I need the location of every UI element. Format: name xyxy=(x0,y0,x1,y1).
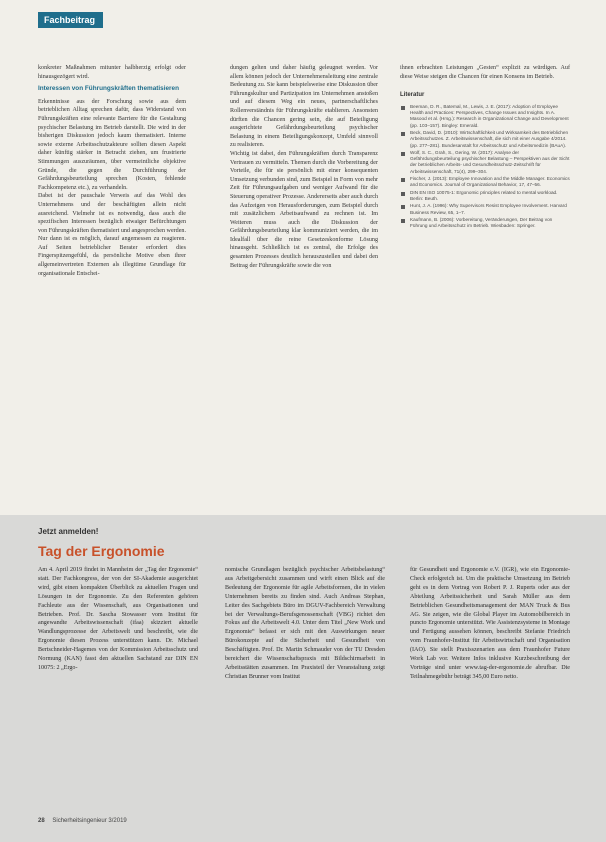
literature-item: Beck, David, D. (2010): Wirtschaftlichkeit und Wirksamkeit des Betrieblichen Arbeitsschutzes. Z. Arbeitswissenschaft, die sich mit einer Ausgabe 4/2014. (pp. 277–281). Bundesanstalt für Arbeitsschutz und Arbeitsmedizin (BAuA). xyxy=(400,130,570,149)
literature-item: Kaufmann, B. (2006): Vorbereitung, Veränderungen, Der Beitrag von Führung und Arbeitsschutz im Betrieb. Wiesbaden: Springer. xyxy=(400,217,570,230)
publication-name: Sicherheitsingenieur 3/2019 xyxy=(52,818,127,824)
paragraph: für Gesundheit und Ergonomie e.V. (IGR), wie ein Ergonomie-Check erfolgreich ist. Um die praktische Umsetzung im Betrieb geht es in dem Vortrag von Robert P. J. Ruperts oder aus der Abteilung Arbeitssicherheit und Sarah Müller aus dem Betrieblichen Gesundheitsmanagement der MAN Truck & Bus AG. Sie zeigen, wie die Global Player im Automobilbereich in puncto Ergonomie unterstützt. Wie Assistenzsysteme in Montage und Fertigung aussehen können, beschreibt Stefanie Friedrich vom Fraunhofer-Institut für Arbeitswirtschaft und Organisation (IAO). Sie stellt Praxisszenarien aus dem Fraunhofer Future Work Lab vor. Weitere Infos inklusive Kurzbeschreibung der Vorträge sind unter www.tag-der-ergonomie.de abrufbar. Die Teilnahmegebühr beträgt 345,00 Euro netto. xyxy=(410,567,570,680)
paragraph: dungen gelten und daher häufig geleugnet werden. Vor allem können jedoch der Unternehmensleitung eine zentrale Bedeutung zu. Sie kann beispielsweise eine Diskussion über Führungskultur und Partizipation im Unternehmen anstoßen und auf diesem Weg ein neues, partnerschaftliches Rollenverständnis für Führungskräfte etablieren. Ansonsten dürften die Chancen gering sein, die auf Beteiligung ausgerichtete Gefährdungsbeurteilung psychischer Belastung in einem Beteiligungskonzept, Umfeld sinnvoll zu realisieren. xyxy=(230,65,378,149)
paragraph: ihnen erbrachten Leistungen „Gesten“ explizit zu würdigen. Auf diese Weise steigen die Chancen für einen Konsens im Betrieb. xyxy=(400,65,570,80)
paragraph: konkreter Maßnahmen mitunter halbherzig erfolgt oder hinausgezögert wird. xyxy=(38,65,186,80)
paragraph: Wichtig ist dabei, den Führungskräften durch Transparenz Vertrauen zu vermitteln. Themen durch die Vorbereitung der Vorteile, die für sie persönlich mit einer konsequenten Umsetzung verbunden sind, zum Beispiel in Form von mehr Zeit für Führungsaufgaben und weniger Aufwand für die Steuerung operativer Prozesse. Andererseits aber auch durch das Aufzeigen von Herausforderungen, zum Beispiel durch mit zusätzlichem Arbeitsaufwand zu rechnen ist. Im Weiteren muss auch die Diskussion der Gefährdungsbeurteilung klar kommuniziert werden, die im Idealfall über die reine Gesetzeskonforme Lösung hinausgeht. Schließlich ist es zentral, die Erfolge des gesamten Prozesses deutlich herauszustellen und dabei den Beitrag der Führungskräfte sowie die von xyxy=(230,150,378,269)
event-column-1 xyxy=(38,566,198,673)
section-tag: Fachbeitrag xyxy=(38,12,103,28)
event-title: Tag der Ergonomie xyxy=(38,543,165,559)
paragraph: nomische Grundlagen bezüglich psychischer Arbeitsbelastung“ aus Arbeitgebersicht zusammen und wirft einen Blick auf die Bedeutung der Ergonomie für agile Arbeitsformen, die in vielen Unternehmen bereits zu finden sind. Auch Andreas Stephan, Leiter des Sachgebiets Büro im DGUV-Fachbereich Verwaltung bei der Verwaltungs-Berufsgenossenschaft (VBG) richtet den Fokus auf die Arbeitswelt 4.0. Unter dem Titel „New Work und Ergonomie“ befasst er sich mit den Auswirkungen neuer Bürokonzepte auf die Sicherheit und Gesundheit von Beschäftigten. Prof. Dr. Martin Schmauder von der TU Dresden bereichert die Wissenschaftspraxis mit Bildschirmarbeit in Arbeitsstätten zusammen. Im Praxisteil der Veranstaltung zeigt Christian Brunner vom Institut xyxy=(225,567,385,680)
page-number: 28 xyxy=(38,818,45,824)
literature-heading: Literatur xyxy=(400,92,425,99)
page-footer xyxy=(38,818,127,824)
paragraph: Erkenntnisse aus der Forschung sowie aus dem betrieblichen Alltag sprechen dafür, dass Widerstand von Führungskräften eine relevante Barriere für die Gestaltung psychischer Belastung im Betrieb darstellt. Die wird in der bisherigen Diskussion jedoch kaum thematisiert. Interne sowie externe Arbeitsschutzakteure sollten diesen Aspekt daher künftig stärker in Betracht ziehen, um frustrierte Stimmungen auszuräumen, über vermeintliche objektive Gründe, die gegen die Durchführung der Gefährdungsbeurteilung sprechen (Kosten, fehlende Fachkompetenz etc.), zu verhandeln. xyxy=(38,98,186,191)
literature-item: Wolf, S. C., Grah, S., Gering, W. (2017): Analyse der Gefährdungsbeurteilung psychischer Belastung – Perspektiven aus der Sicht der betrieblichen Arbeits- und Gesundheitsschutz-Zeitschrift für Arbeitswissenschaft, 71(4), 299–304. xyxy=(400,150,570,175)
literature-item: Hunt, J. A. (1996): Why Supervisors Resist Employee Involvement. Harvard Business Review, 65, 1–7. xyxy=(400,203,570,216)
paragraph: Dabei ist der pauschale Verweis auf das Wohl des Unternehmens und der beschäftigten allein nicht ausreichend. Vielmehr ist es notwendig, dass auch die spezifischen Interessen bezüglich etwaiger Befürchtungen von Führungskräften thematisiert und angesprochen werden. Nur dann ist es möglich, darauf angemessen zu reagieren. Auf Seiten betrieblicher Berater erfordert dies Fingerspitzengefühl, da persönliche Motive eben ihrer allgemeinvertreten Externen als illegitime Grundlage für organisationale Entschei- xyxy=(38,193,186,277)
literature-item: DIN EN ISO 10075-1: Ergonomic principles related to mental workload. Berlin: Beuth. xyxy=(400,190,570,203)
literature-item: Fischer, J. (2013): Employee Innovation and the Middle Manager. Economics and Economics. Journal of Organizational Behavior, 17, 47–56. xyxy=(400,176,570,189)
article-column-3 xyxy=(400,64,570,230)
event-column-2 xyxy=(225,566,385,682)
article-column-1 xyxy=(38,64,186,278)
literature-item: Beeman, D. R., Batemal, M., Lewis, J. E. (2017): Adoption of Employee Health and Practices: Perspectives, Change Issues and Insights. In A. Masood et al. (Hrsg.): Research in Organizational Change and Development (pp. 103–157). Bingley: Emerald. xyxy=(400,104,570,129)
event-column-3 xyxy=(410,566,570,682)
article-column-2 xyxy=(230,64,378,270)
event-kicker: Jetzt anmelden! xyxy=(38,527,99,536)
article-subheading: Interessen von Führungskräften thematisieren xyxy=(38,85,179,93)
paragraph: Am 4. April 2019 findet in Mannheim der „Tag der Ergonomie“ statt. Der Fachkongress, der von der SI-Akademie ausgerichtet wird, gibt einen kompakten Überblick zu aktuellen Fragen und Lösungen in der Ergonomie. Zu den Referenten gehören Fachleute aus der Wissenschaft, aus Organisationen und Betrieben. Prof. Dr. Sascha Stowasser vom Institut für angewandte Arbeitswissenschaft (ifaa) skizziert aktuelle Wandlungsprozesse der Arbeitswelt und beschreibt, wie die Ergonomie diesen Prozess unterstützen kann. Dr. Michael Bertschneider-Hagemes von der Kommission Arbeitsschutz und Normung (KAN) fasst den aktuellen Sachstand zur DIN EN 10075: 2 „Ergo- xyxy=(38,567,198,671)
literature-list xyxy=(400,104,570,230)
